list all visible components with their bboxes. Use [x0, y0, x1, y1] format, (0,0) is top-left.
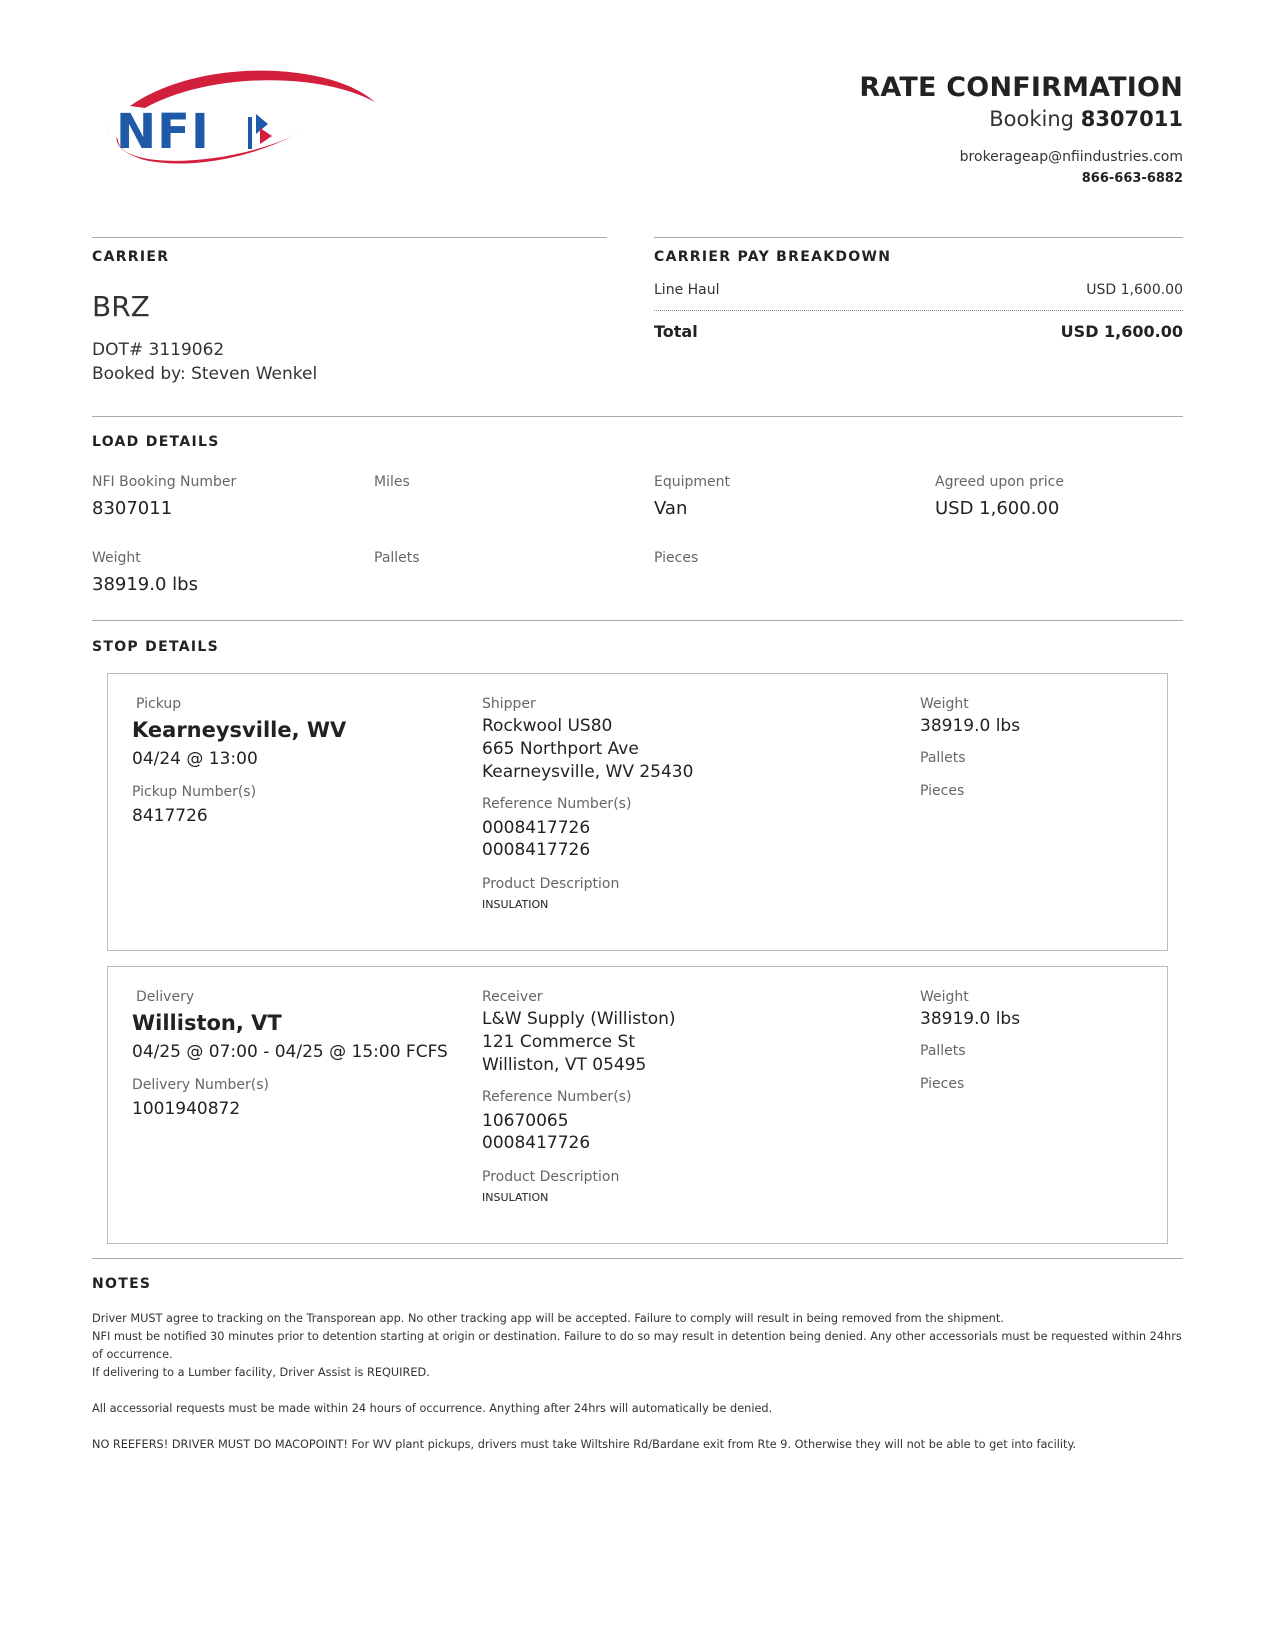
load-miles-label: Miles: [374, 474, 410, 490]
carrier-name: BRZ: [92, 290, 150, 323]
party-label: Receiver: [482, 989, 543, 1005]
load-miles-field: [374, 474, 410, 490]
party-name: L&W Supply (Williston): [482, 1009, 676, 1029]
pay-section-label: CARRIER PAY BREAKDOWN: [654, 249, 892, 265]
load-price-label: Agreed upon price: [935, 474, 1064, 490]
load-pieces-field: [654, 550, 698, 566]
stop-weight-value: 38919.0 lbs: [920, 716, 1021, 736]
contact-email[interactable]: brokerageap@nfiindustries.com: [959, 149, 1183, 165]
line-haul-label: Line Haul: [654, 282, 720, 298]
nfi-logo: [90, 62, 380, 182]
stop-number-label: Delivery Number(s): [132, 1077, 270, 1093]
party-street: 121 Commerce St: [482, 1032, 635, 1052]
load-divider: [92, 416, 1183, 417]
stop-number-label: Pickup Number(s): [132, 784, 257, 800]
stop-type: Delivery: [136, 989, 195, 1005]
stops-section-label: STOP DETAILS: [92, 639, 219, 655]
note-accessorials: All accessorial requests must be made within 24 hours of occurrence. Anything after 24hrs will automatically be denied.: [92, 1402, 773, 1415]
load-equipment-value: Van: [654, 498, 688, 519]
stop-weight-label: Weight: [920, 696, 969, 712]
ref-value-2: 0008417726: [482, 1133, 591, 1153]
load-section-label: LOAD DETAILS: [92, 434, 220, 450]
note-lumber: If delivering to a Lumber facility, Driver Assist is REQUIRED.: [92, 1366, 430, 1379]
notes-section-label: NOTES: [92, 1276, 152, 1292]
stop-card-pickup: [107, 673, 1168, 951]
load-pallets-label: Pallets: [374, 550, 420, 566]
stop-pallets-label: Pallets: [920, 750, 966, 766]
party-city: Williston, VT 05495: [482, 1055, 647, 1075]
notes-body: [92, 1310, 1187, 1454]
ref-label: Reference Number(s): [482, 796, 632, 812]
party-name: Rockwool US80: [482, 716, 613, 736]
note-tracking: Driver MUST agree to tracking on the Transporean app. No other tracking app will be accepted. Failure to comply will result in being removed from the shipment.: [92, 1312, 1004, 1325]
contact-phone[interactable]: 866-663-6882: [1081, 171, 1183, 186]
carrier-dot: DOT# 3119062: [92, 340, 225, 360]
stop-pallets-label: Pallets: [920, 1043, 966, 1059]
load-equipment-label: Equipment: [654, 474, 730, 490]
load-pieces-label: Pieces: [654, 550, 699, 566]
booking-number: 8307011: [1080, 107, 1183, 131]
carrier-section-label: CARRIER: [92, 249, 170, 265]
carrier-booked-by: Booked by: Steven Wenkel: [92, 364, 318, 384]
stop-pieces-label: Pieces: [920, 783, 965, 799]
load-weight-field: [92, 550, 198, 595]
load-price-field: [935, 474, 1064, 519]
stop-datetime: 04/24 @ 13:00: [132, 749, 258, 769]
booking-line: [859, 107, 1183, 131]
ref-label: Reference Number(s): [482, 1089, 632, 1105]
stop-number-value: 1001940872: [132, 1099, 241, 1119]
stop-datetime: 04/25 @ 07:00 - 04/25 @ 15:00 FCFS: [132, 1042, 448, 1062]
product-label: Product Description: [482, 876, 620, 892]
stop-number-value: 8417726: [132, 806, 208, 826]
stop-weight-label: Weight: [920, 989, 969, 1005]
stop-city: Kearneysville, WV: [132, 718, 347, 742]
notes-divider: [92, 1258, 1183, 1259]
stop-type: Pickup: [136, 696, 182, 712]
stop-card-delivery: [107, 966, 1168, 1244]
product-value: INSULATION: [482, 1191, 549, 1204]
total-label: Total: [654, 322, 698, 341]
pay-divider: [654, 237, 1183, 238]
svg-text:NFI: NFI: [116, 104, 210, 160]
pay-total-row: [654, 322, 1183, 341]
ref-value-1: 10670065: [482, 1111, 569, 1131]
party-label: Shipper: [482, 696, 536, 712]
total-value: USD 1,600.00: [1060, 322, 1183, 341]
stop-city: Williston, VT: [132, 1011, 282, 1035]
load-booking-field: [92, 474, 236, 519]
ref-value-2: 0008417726: [482, 840, 591, 860]
pay-dotted-divider: [654, 310, 1183, 311]
party-street: 665 Northport Ave: [482, 739, 639, 759]
product-value: INSULATION: [482, 898, 549, 911]
load-price-value: USD 1,600.00: [935, 498, 1060, 519]
load-weight-value: 38919.0 lbs: [92, 574, 198, 595]
stop-weight-value: 38919.0 lbs: [920, 1009, 1021, 1029]
note-detention: NFI must be notified 30 minutes prior to detention starting at origin or destination. Failure to do so may result in detention being denied. Any other accessorials must be requested within 24hrs of occurrence.: [92, 1330, 1182, 1361]
booking-prefix: Booking: [989, 107, 1075, 131]
ref-value-1: 0008417726: [482, 818, 591, 838]
stops-divider: [92, 620, 1183, 621]
load-equipment-field: [654, 474, 730, 519]
party-city: Kearneysville, WV 25430: [482, 762, 694, 782]
note-reefers: NO REEFERS! DRIVER MUST DO MACOPOINT! For WV plant pickups, drivers must take Wiltshire Rd/Bardane exit from Rte 9. Otherwise they will not be able to get into facility.: [92, 1438, 1077, 1451]
carrier-divider: [92, 237, 607, 238]
document-title: RATE CONFIRMATION: [859, 72, 1183, 103]
load-weight-label: Weight: [92, 550, 141, 566]
product-label: Product Description: [482, 1169, 620, 1185]
load-booking-value: 8307011: [92, 498, 173, 519]
line-haul-value: USD 1,600.00: [1086, 282, 1183, 298]
load-booking-label: NFI Booking Number: [92, 474, 237, 490]
stop-pieces-label: Pieces: [920, 1076, 965, 1092]
document-header: [859, 72, 1183, 186]
load-pallets-field: [374, 550, 420, 566]
pay-line-haul-row: [654, 282, 1183, 298]
